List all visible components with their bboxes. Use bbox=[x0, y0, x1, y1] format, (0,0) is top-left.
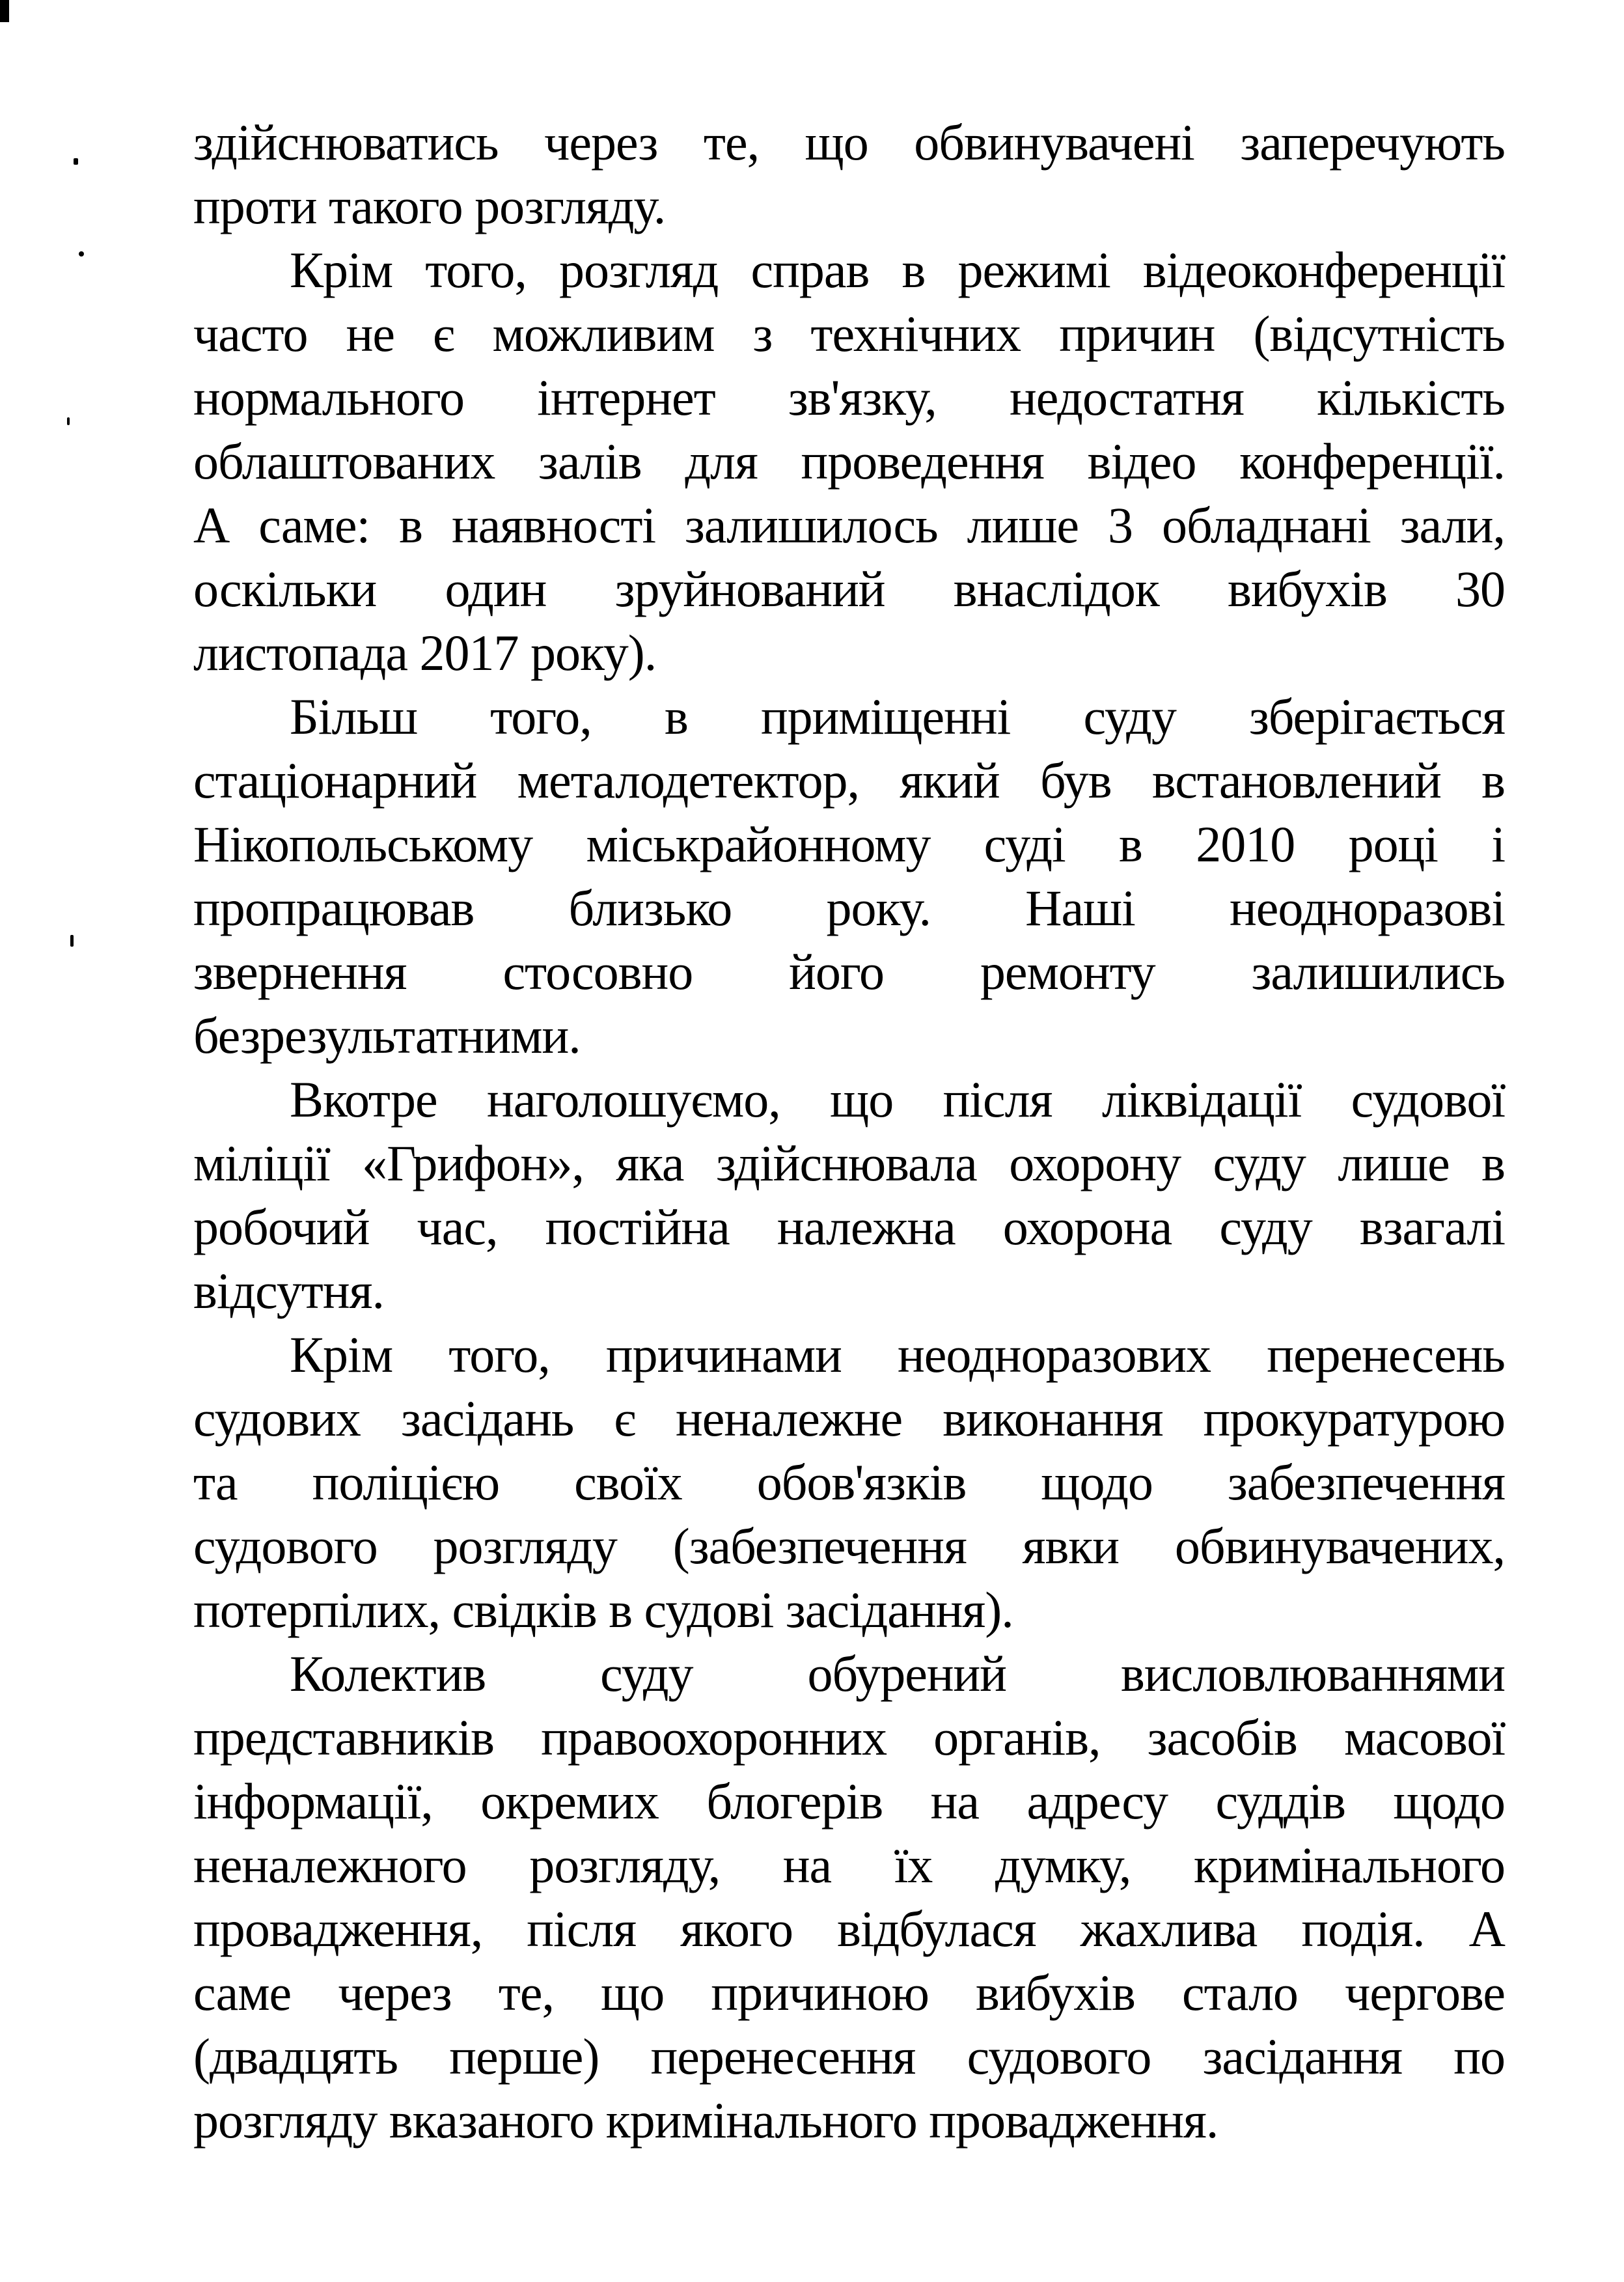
scan-speck bbox=[74, 158, 78, 165]
scan-artifact-corner bbox=[0, 0, 9, 22]
paragraph bbox=[193, 238, 1505, 685]
text-line: неналежного розгляду, на їх думку, кримінального bbox=[193, 1837, 1505, 1893]
paragraph bbox=[193, 111, 1505, 238]
paragraph bbox=[193, 1642, 1505, 2152]
paragraph bbox=[193, 685, 1505, 1068]
text-line: звернення стосовно його ремонту залишились bbox=[193, 943, 1505, 1000]
text-line: Крім того, розгляд справ в режимі відеоконференції bbox=[290, 242, 1505, 298]
text-line: робочий час, постійна належна охорона суду взагалі bbox=[193, 1199, 1505, 1255]
paragraph bbox=[193, 1323, 1505, 1642]
text-line: Вкотре наголошуємо, що після ліквідації судової bbox=[290, 1071, 1505, 1128]
text-line: нормального інтернет зв'язку, недостатня кількість bbox=[193, 369, 1505, 426]
text-line: облаштованих залів для проведення відео конференції. bbox=[193, 433, 1505, 490]
text-line: здійснюватись через те, що обвинувачені заперечують bbox=[193, 114, 1505, 171]
text-line: міліції «Грифон», яка здійснювала охорону суду лише в bbox=[193, 1135, 1505, 1191]
text-line: судового розгляду (забезпечення явки обвинувачених, bbox=[193, 1518, 1505, 1574]
text-line: безрезультатними. bbox=[193, 1007, 581, 1064]
text-line: провадження, після якого відбулася жахлива подія. А bbox=[193, 1900, 1505, 1957]
text-line: листопада 2017 року). bbox=[193, 624, 657, 681]
text-line: відсутня. bbox=[193, 1262, 384, 1319]
document-text-block bbox=[193, 111, 1505, 2152]
text-line: саме через те, що причиною вибухів стало чергове bbox=[193, 1964, 1505, 2021]
text-line: та поліцією своїх обов'язків щодо забезпечення bbox=[193, 1454, 1505, 1510]
text-line: Колектив суду обурений висловлюваннями bbox=[290, 1645, 1505, 1702]
text-line: Крім того, причинами неодноразових перенесень bbox=[290, 1326, 1505, 1383]
scan-speck bbox=[70, 935, 74, 947]
text-line: часто не є можливим з технічних причин (відсутність bbox=[193, 305, 1505, 362]
text-line: проти такого розгляду. bbox=[193, 178, 666, 234]
text-line: оскільки один зруйнований внаслідок вибухів 30 bbox=[193, 561, 1505, 617]
text-line: А саме: в наявності залишилось лише 3 обладнані зали, bbox=[193, 497, 1505, 553]
scan-speck bbox=[79, 251, 84, 257]
text-line: інформації, окремих блогерів на адресу суддів щодо bbox=[193, 1773, 1505, 1830]
text-line: стаціонарний металодетектор, який був встановлений в bbox=[193, 752, 1505, 809]
text-line: розгляду вказаного кримінального провадження. bbox=[193, 2092, 1218, 2149]
scan-speck bbox=[67, 417, 70, 425]
text-line: потерпілих, свідків в судові засідання). bbox=[193, 1581, 1013, 1638]
text-line: Нікопольському міськрайонному суді в 2010 році і bbox=[193, 816, 1505, 872]
text-line: Більш того, в приміщенні суду зберігається bbox=[290, 688, 1505, 745]
paragraph bbox=[193, 1068, 1505, 1323]
text-line: представників правоохоронних органів, засобів масової bbox=[193, 1709, 1505, 1766]
text-line: (двадцять перше) перенесення судового засідання по bbox=[193, 2028, 1505, 2085]
text-line: пропрацював близько року. Наші неодноразові bbox=[193, 880, 1505, 936]
text-line: судових засідань є неналежне виконання прокуратурою bbox=[193, 1390, 1505, 1447]
